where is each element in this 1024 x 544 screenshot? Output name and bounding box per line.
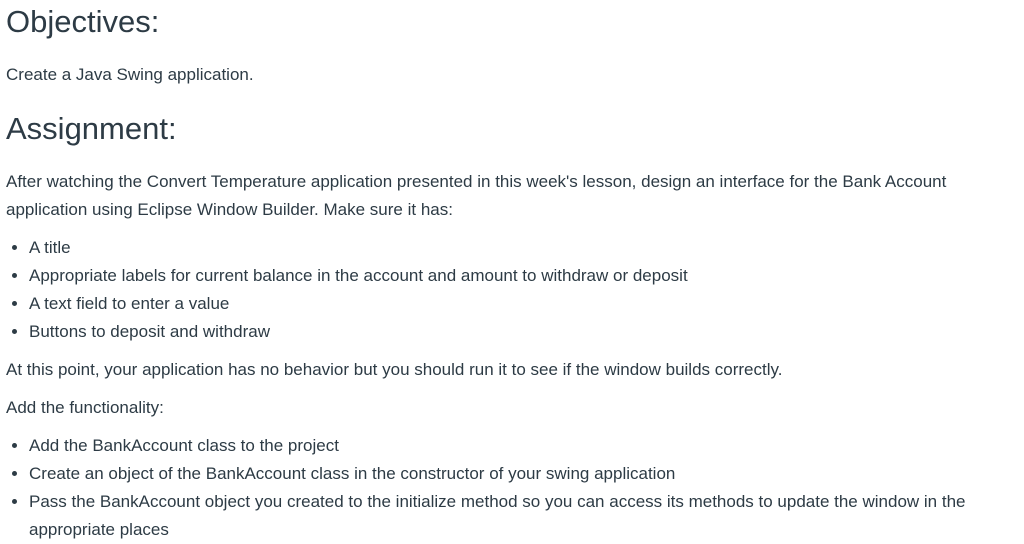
assignment-intro: After watching the Convert Temperature application presented in this week's lesson, design an interface for the Bank Account application using Eclipse Window Builder. Make sure it has:: [6, 172, 947, 219]
add-functionality-label: Add the functionality:: [6, 398, 164, 417]
assignment-page: [6, 0, 1018, 544]
assignment-heading: Assignment:: [6, 111, 177, 146]
run-note: At this point, your application has no behavior but you should run it to see if the window builds correctly.: [6, 360, 783, 379]
functionality-list: [6, 432, 1018, 544]
list-item: • A text field to enter a value: [29, 290, 1018, 318]
objectives-heading: Objectives:: [6, 4, 160, 39]
list-item: • Add the BankAccount class to the project: [29, 432, 1018, 460]
list-item: • Buttons to deposit and withdraw: [29, 318, 1018, 346]
list-item: • Pass the BankAccount object you created to the initialize method so you can access its methods to update the window in the appropriate places: [29, 488, 1018, 544]
list-item: • Create an object of the BankAccount class in the constructor of your swing application: [29, 460, 1018, 488]
list-item: • Appropriate labels for current balance in the account and amount to withdraw or deposit: [29, 262, 1018, 290]
requirements-list: [6, 234, 1018, 346]
list-item: • A title: [29, 234, 1018, 262]
objectives-text: Create a Java Swing application.: [6, 65, 254, 84]
